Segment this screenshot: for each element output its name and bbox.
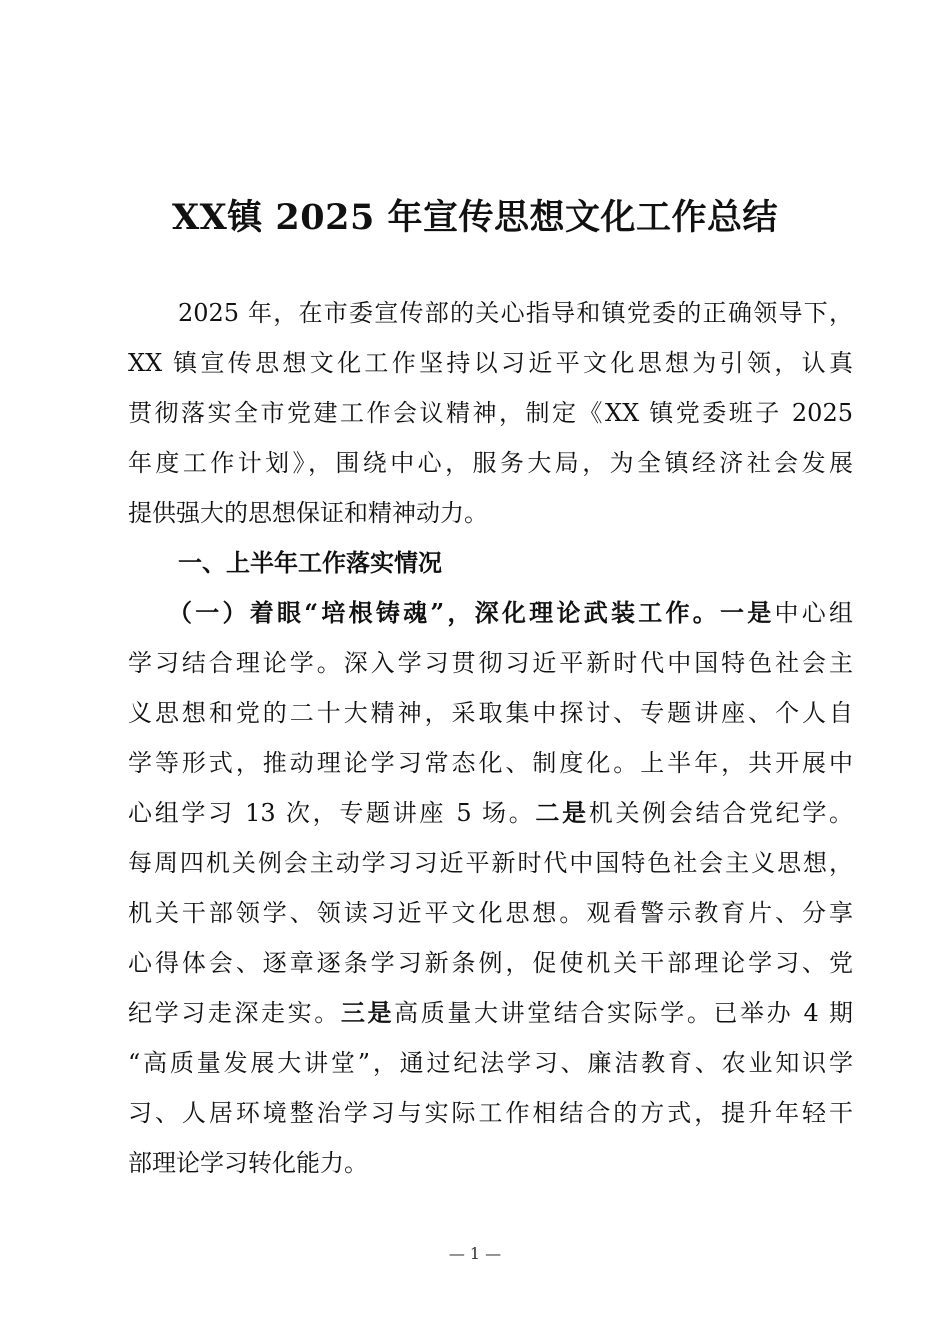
point-marker: 二是 bbox=[535, 798, 589, 827]
paragraph-line: 部理论学习转化能力。 bbox=[128, 1149, 368, 1177]
paragraph-line: 义思想和党的二十大精神，采取集中探讨、专题讲座、个人自 bbox=[128, 699, 853, 727]
paragraph-line: 贯彻落实全市党建工作会议精神，制定《XX 镇党委班子 2025 bbox=[128, 399, 853, 427]
paragraph-line: 习、人居环境整治学习与实际工作相结合的方式，提升年轻干 bbox=[128, 1099, 853, 1127]
paragraph-line bbox=[128, 988, 853, 1038]
section-paragraph bbox=[128, 588, 853, 1188]
paragraph-line: 机关干部领学、领读习近平文化思想。观看警示教育片、分享 bbox=[128, 899, 853, 927]
paragraph-line bbox=[128, 588, 853, 638]
paragraph-line: XX 镇宣传思想文化工作坚持以习近平文化思想为引领，认真 bbox=[128, 349, 853, 377]
paragraph-text: 中心组 bbox=[774, 599, 854, 627]
paragraph-line: 学习结合理论学。深入学习贯彻习近平新时代中国特色社会主 bbox=[128, 649, 853, 677]
paragraph-line bbox=[128, 788, 853, 838]
page-number: — 1 — bbox=[448, 1244, 502, 1263]
point-marker: 三是 bbox=[340, 998, 395, 1027]
document-title: XX镇 2025 年宣传思想文化工作总结 bbox=[171, 197, 779, 238]
section-heading bbox=[128, 538, 853, 588]
intro-paragraph bbox=[128, 288, 853, 538]
paragraph-line: 年度工作计划》，围绕中心，服务大局，为全镇经济社会发展 bbox=[128, 449, 853, 477]
paragraph-line: 心得体会、逐章逐条学习新条例，促使机关干部理论学习、党 bbox=[128, 949, 853, 977]
heading-one: 一、上半年工作落实情况 bbox=[178, 548, 442, 577]
paragraph-line: 提供强大的思想保证和精神动力。 bbox=[128, 499, 488, 527]
paragraph-line: 学等形式，推动理论学习常态化、制度化。上半年，共开展中 bbox=[128, 749, 853, 777]
paragraph-text: 纪学习走深走实。 bbox=[128, 999, 341, 1027]
point-marker: 一是 bbox=[719, 598, 775, 627]
paragraph-line: 2025 年，在市委宣传部的关心指导和镇党委的正确领导下， bbox=[178, 299, 853, 327]
paragraph-text: 心组学习 13 次，专题讲座 5 场。 bbox=[128, 799, 536, 827]
paragraph-text: 机关例会结合党纪学。 bbox=[588, 799, 854, 827]
subheading-text: （一）着眼“培根铸魂”，深化理论武装工作。 bbox=[168, 598, 720, 627]
paragraph-line: “高质量发展大讲堂”，通过纪法学习、廉洁教育、农业知识学 bbox=[128, 1049, 853, 1077]
paragraph-line: 每周四机关例会主动学习习近平新时代中国特色社会主义思想， bbox=[128, 849, 853, 877]
paragraph-text: 高质量大讲堂结合实际学。已举办 4 期 bbox=[394, 999, 854, 1027]
